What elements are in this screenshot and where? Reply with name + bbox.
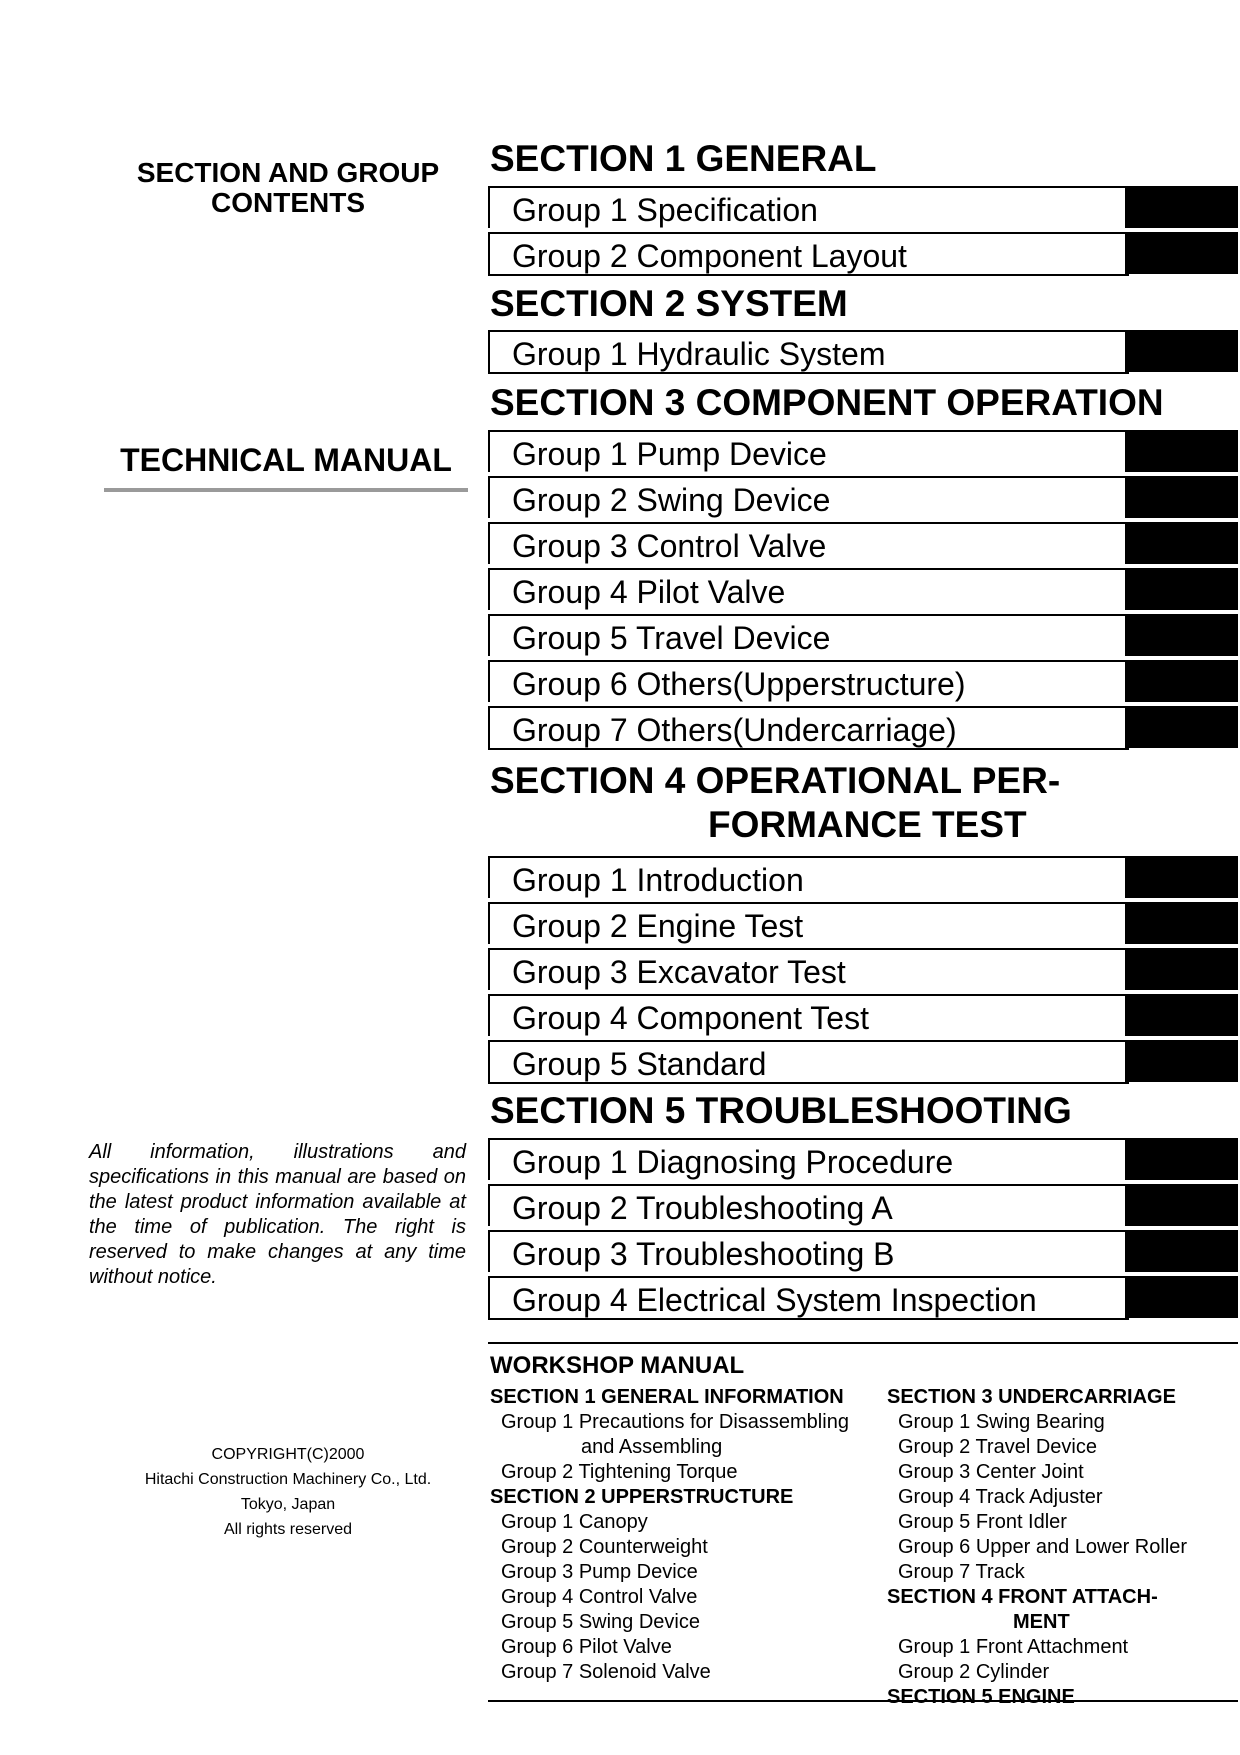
section-4-heading-cont: FORMANCE TEST: [708, 804, 1027, 845]
section-2-group-1[interactable]: [488, 330, 1238, 372]
ws-s1-group-1-cont: and Assembling: [581, 1436, 723, 1458]
ws-section-1-heading: SECTION 1 GENERAL INFORMATION: [490, 1386, 844, 1408]
ws-section-4-heading: SECTION 4 FRONT ATTACH-: [887, 1586, 1158, 1608]
group-label: Group 1 Diagnosing Procedure: [512, 1144, 954, 1180]
ws-s2-group-6[interactable]: Group 6 Pilot Valve: [501, 1636, 672, 1658]
section-2-heading: SECTION 2 SYSTEM: [490, 283, 848, 324]
rights-line: All rights reserved: [223, 1521, 353, 1538]
section-3-group-6[interactable]: [488, 660, 1238, 702]
group-label: Group 2 Troubleshooting A: [512, 1190, 893, 1226]
index-tab: [1127, 1232, 1238, 1272]
index-tab: [1127, 524, 1238, 564]
technical-manual-heading: TECHNICAL MANUAL: [120, 442, 452, 478]
ws-s3-group-5[interactable]: Group 5 Front Idler: [898, 1511, 1067, 1533]
group-label: Group 2 Swing Device: [512, 482, 831, 518]
ws-s2-group-4[interactable]: Group 4 Control Valve: [501, 1586, 698, 1608]
location-line: Tokyo, Japan: [240, 1496, 336, 1513]
section-4-heading: SECTION 4 OPERATIONAL PER-: [490, 760, 1061, 801]
section-4-group-4[interactable]: [488, 994, 1238, 1036]
workshop-column-1: [490, 1385, 849, 1685]
index-tab: [1127, 950, 1238, 990]
ws-section-5-heading: SECTION 5 ENGINE: [887, 1686, 1075, 1708]
section-3-group-1[interactable]: [488, 430, 1238, 472]
section-2-bottom-rule: [488, 372, 1129, 374]
index-tab: [1127, 1042, 1238, 1082]
group-label: Group 5 Travel Device: [512, 620, 831, 656]
ws-s2-group-1[interactable]: Group 1 Canopy: [501, 1511, 648, 1533]
section-3-heading: SECTION 3 COMPONENT OPERATION: [490, 382, 1164, 423]
index-tab: [1127, 234, 1238, 274]
section-4-group-5[interactable]: [488, 1040, 1238, 1082]
section-4-group-1[interactable]: [488, 856, 1238, 898]
group-label: Group 4 Pilot Valve: [512, 574, 786, 610]
section-3-group-2[interactable]: [488, 476, 1238, 518]
ws-s4-group-2[interactable]: Group 2 Cylinder: [898, 1661, 1050, 1683]
index-tab: [1127, 904, 1238, 944]
disclaimer-notice: All information, illustrations and specifications in this manual are based on the latest product information available at the time of publication. The right is reserved to make changes at any time without notice.: [89, 1141, 466, 1288]
index-tab: [1127, 332, 1238, 372]
index-tab: [1127, 858, 1238, 898]
index-tab: [1127, 996, 1238, 1036]
ws-s2-group-3[interactable]: Group 3 Pump Device: [501, 1561, 698, 1583]
section-3-bottom-rule: [488, 748, 1129, 750]
index-tab: [1127, 188, 1238, 228]
ws-s2-group-2[interactable]: Group 2 Counterweight: [501, 1536, 708, 1558]
ws-section-2-heading: SECTION 2 UPPERSTRUCTURE: [490, 1486, 794, 1508]
section-1-heading: SECTION 1 GENERAL: [490, 138, 877, 179]
ws-s2-group-7[interactable]: Group 7 Solenoid Valve: [501, 1661, 711, 1683]
index-tab: [1127, 570, 1238, 610]
ws-s3-group-3[interactable]: Group 3 Center Joint: [898, 1461, 1084, 1483]
section-4-group-3[interactable]: [488, 948, 1238, 990]
ws-s3-group-1[interactable]: Group 1 Swing Bearing: [898, 1411, 1105, 1433]
group-label: Group 6 Others(Upperstructure): [512, 666, 966, 702]
section-5-heading: SECTION 5 TROUBLESHOOTING: [490, 1090, 1072, 1131]
section-5-group-4[interactable]: [488, 1276, 1238, 1318]
section-1-group-1[interactable]: [488, 186, 1238, 228]
copyright-line: COPYRIGHT(C)2000: [211, 1446, 365, 1463]
index-tab: [1127, 1140, 1238, 1180]
group-label: Group 1 Hydraulic System: [512, 336, 886, 372]
ws-section-3-heading: SECTION 3 UNDERCARRIAGE: [887, 1386, 1176, 1408]
ws-s2-group-5[interactable]: Group 5 Swing Device: [501, 1611, 700, 1633]
section-5-group-1[interactable]: [488, 1138, 1238, 1180]
section-3-group-5[interactable]: [488, 614, 1238, 656]
section-5-group-2[interactable]: [488, 1184, 1238, 1226]
technical-manual-rule: [104, 488, 468, 492]
title-line-1: SECTION AND GROUP: [136, 157, 440, 188]
copyright-block: [110, 1442, 466, 1542]
section-3-group-7[interactable]: [488, 706, 1238, 748]
section-3-group-3[interactable]: [488, 522, 1238, 564]
workshop-top-rule: [488, 1342, 1238, 1344]
group-label: Group 3 Troubleshooting B: [512, 1236, 895, 1272]
index-tab: [1127, 478, 1238, 518]
section-1-group-2[interactable]: [488, 232, 1238, 274]
ws-s3-group-4[interactable]: Group 4 Track Adjuster: [898, 1486, 1103, 1508]
index-tab: [1127, 1186, 1238, 1226]
title-line-2: CONTENTS: [211, 187, 365, 218]
group-label: Group 4 Electrical System Inspection: [512, 1282, 1037, 1318]
workshop-column-2: [887, 1385, 1187, 1710]
group-label: Group 7 Others(Undercarriage): [512, 712, 957, 748]
workshop-manual-heading: WORKSHOP MANUAL: [490, 1352, 745, 1379]
index-tab: [1127, 616, 1238, 656]
group-label: Group 2 Engine Test: [512, 908, 804, 944]
group-label: Group 3 Control Valve: [512, 528, 827, 564]
group-label: Group 1 Introduction: [512, 862, 804, 898]
group-label: Group 1 Pump Device: [512, 436, 827, 472]
section-4-bottom-rule: [488, 1082, 1129, 1084]
index-tab: [1127, 662, 1238, 702]
ws-s1-group-1[interactable]: Group 1 Precautions for Disassembling: [501, 1411, 849, 1433]
company-line: Hitachi Construction Machinery Co., Ltd.: [144, 1471, 432, 1488]
ws-s1-group-2[interactable]: Group 2 Tightening Torque: [501, 1461, 738, 1483]
section-3-group-4[interactable]: [488, 568, 1238, 610]
section-4-group-2[interactable]: [488, 902, 1238, 944]
index-tab: [1127, 1278, 1238, 1318]
ws-s3-group-2[interactable]: Group 2 Travel Device: [898, 1436, 1097, 1458]
ws-section-4-heading-cont: MENT: [1013, 1611, 1070, 1633]
section-5-bottom-rule: [488, 1318, 1129, 1320]
section-5-group-3[interactable]: [488, 1230, 1238, 1272]
group-label: Group 3 Excavator Test: [512, 954, 846, 990]
ws-s4-group-1[interactable]: Group 1 Front Attachment: [898, 1636, 1129, 1658]
workshop-bottom-rule: [488, 1700, 1238, 1702]
group-label: Group 1 Specification: [512, 192, 818, 228]
index-tab: [1127, 708, 1238, 748]
section-and-group-contents-title: [112, 158, 464, 218]
index-tab: [1127, 432, 1238, 472]
group-label: Group 5 Standard: [512, 1046, 767, 1082]
ws-s3-group-7[interactable]: Group 7 Track: [898, 1561, 1025, 1583]
section-1-bottom-rule: [488, 274, 1129, 276]
ws-s3-group-6[interactable]: Group 6 Upper and Lower Roller: [898, 1536, 1188, 1558]
group-label: Group 4 Component Test: [512, 1000, 869, 1036]
group-label: Group 2 Component Layout: [512, 238, 907, 274]
